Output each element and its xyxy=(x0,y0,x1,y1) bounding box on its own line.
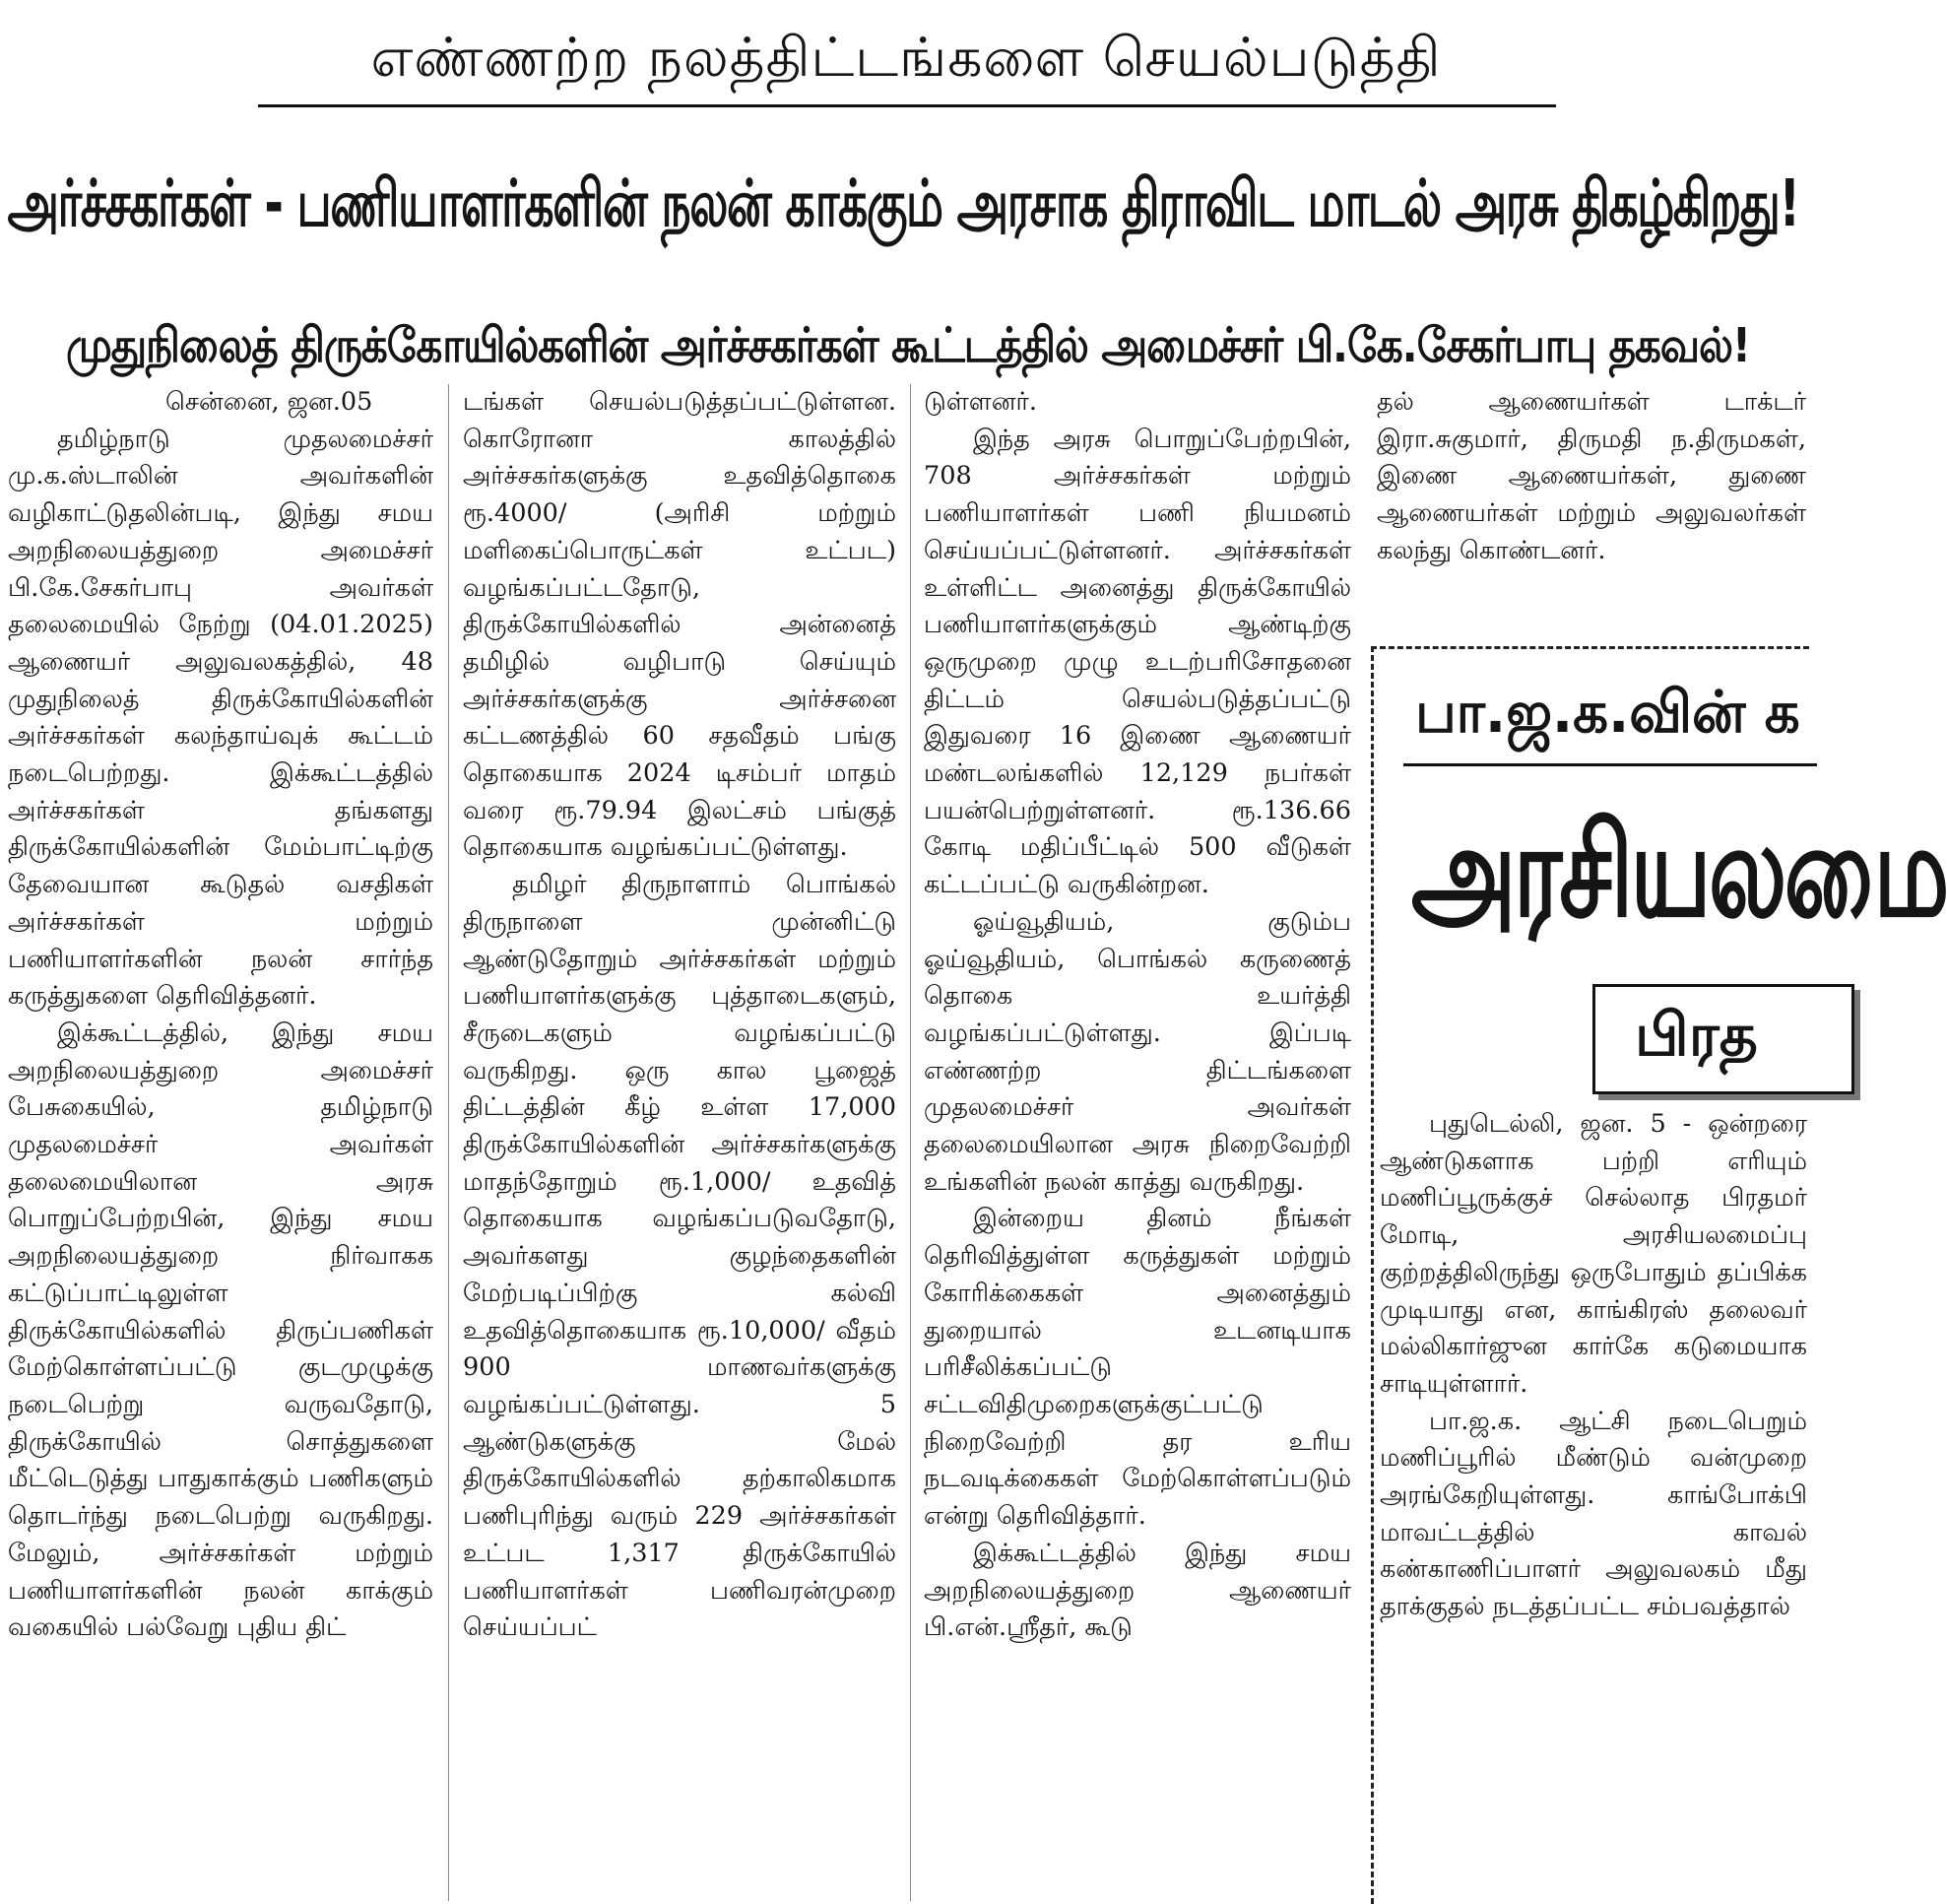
side-story-label-box xyxy=(1592,984,1854,1094)
paragraph: இந்த அரசு பொறுப்பேற்றபின், 708 அர்ச்சகர்கள் மற்றும் பணியாளர்கள் பணி நியமனம் செய்யப்பட்டுள்ளனர். அர்ச்சகர்கள் உள்ளிட்ட அனைத்து திருக்கோயில் பணியாளர்களுக்கும் ஆண்டிற்கு ஒருமுறை முழு உடற்பரிசோதனை திட்டம் செயல்படுத்தப்பட்டு இதுவரை 16 இணை ஆணையர் மண்டலங்களில் 12,129 நபர்கள் பயன்பெற்றுள்ளனர். ரூ.136.66 கோடி மதிப்பீட்டில் 500 வீடுகள் கட்டப்பட்டு வருகின்றன. xyxy=(924,424,1351,900)
paragraph: இக்கூட்டத்தில், இந்து சமய அறநிலையத்துறை அமைச்சர் பேசுகையில், தமிழ்நாடு முதலமைச்சர் அவர்கள் தலைமையிலான அரசு பொறுப்பேற்றபின், இந்து சமய அறநிலையத்துறை நிர்வாகக கட்டுப்பாட்டிலுள்ள திருக்கோயில்களில் திருப்பணிகள் மேற்கொள்ளப்பட்டு குடமுழுக்கு நடைபெற்று வருவதோடு, திருக்கோயில் சொத்துகளை மீட்டெடுத்து பாதுகாக்கும் பணிகளும் தொடர்ந்து நடைபெற்று வருகிறது. மேலும், அர்ச்சகர்கள் மற்றும் பணியாளர்களின் நலன் காக்கும் வகையில் பல்வேறு புதிய திட் xyxy=(8,1018,433,1643)
paragraph: டங்கள் செயல்படுத்தப்பட்டுள்ளன. கொரோனா காலத்தில் அர்ச்சகர்களுக்கு உதவித்தொகை ரூ.4000/ (அரிசி மற்றும் மளிகைப்பொருட்கள் உட்பட) வழங்கப்பட்டதோடு, திருக்கோயில்களில் அன்னைத் தமிழில் வழிபாடு செய்யும் அர்ச்சகர்களுக்கு அர்ச்சனை கட்டணத்தில் 60 சதவீதம் பங்கு தொகையாக 2024 டிசம்பர் மாதம் வரை ரூ.79.94 இலட்சம் பங்குத் தொகையாக வழங்கப்பட்டுள்ளது. xyxy=(463,387,896,863)
paragraph: இக்கூட்டத்தில் இந்து சமய அறநிலையத்துறை ஆணையர் பி.என்.ஸ்ரீதர், கூடு xyxy=(924,1538,1351,1643)
article-column-2 xyxy=(463,384,896,1647)
paragraph: தல் ஆணையர்கள் டாக்டர் இரா.சுகுமார், திருமதி ந.திருமகள், இணை ஆணையர்கள், துணை ஆணையர்கள் மற்றும் அலுவலர்கள் கலந்து கொண்டனர். xyxy=(1377,387,1806,565)
headline-kicker: எண்ணற்ற நலத்திட்டங்களை செயல்படுத்தி xyxy=(370,26,1442,89)
paragraph: புதுடெல்லி, ஜன. 5 - ஒன்றரை ஆண்டுகளாக பற்றி எரியும் மணிப்பூருக்குச் செல்லாத பிரதமர் மோடி, அரசியலமைப்பு குற்றத்திலிருந்து ஒருபோதும் தப்பிக்க முடியாது என, காங்கிரஸ் தலைவர் மல்லிகார்ஜுன கார்கே கடுமையாக சாடியுள்ளார். xyxy=(1380,1109,1807,1399)
side-story-label: பிரத xyxy=(1635,1001,1758,1070)
article-column-4 xyxy=(1377,384,1806,570)
article-column-1 xyxy=(8,384,433,1647)
dateline: சென்னை, ஜன.05 xyxy=(165,387,373,417)
side-story-body xyxy=(1380,1106,1807,1626)
sub-headline: முதுநிலைத் திருக்கோயில்களின் அர்ச்சகர்கள் கூட்டத்தில் அமைச்சர் பி.கே.சேகர்பாபு தகவல்! xyxy=(65,316,1750,372)
paragraph: தமிழர் திருநாளாம் பொங்கல் திருநாளை முன்னிட்டு ஆண்டுதோறும் அர்ச்சகர்கள் மற்றும் பணியாளர்களுக்கு புத்தாடைகளும், சீருடைகளும் வழங்கப்பட்டு வருகிறது. ஒரு கால பூஜைத் திட்டத்தின் கீழ் உள்ள 17,000 திருக்கோயில்களின் அர்ச்சகர்களுக்கு மாதந்தோறும் ரூ.1,000/ உதவித் தொகையாக வழங்கப்படுவதோடு, அவர்களது குழந்தைகளின் மேற்படிப்பிற்கு கல்வி உதவித்தொகையாக ரூ.10,000/ வீதம் 900 மாணவர்களுக்கு வழங்கப்பட்டுள்ளது. 5 ஆண்டுகளுக்கு மேல் திருக்கோயில்களில் தற்காலிகமாக பணிபுரிந்து வரும் 229 அர்ச்சகர்கள் உட்பட 1,317 திருக்கோயில் பணியாளர்கள் பணிவரன்முறை செய்யப்பட் xyxy=(463,870,896,1643)
kicker-divider xyxy=(258,104,1556,107)
column-divider xyxy=(910,384,911,1901)
article-column-3 xyxy=(924,384,1351,1647)
side-story-kicker: பா.ஜ.க.வின் க xyxy=(1415,679,1800,747)
paragraph: தமிழ்நாடு முதலமைச்சர் மு.க.ஸ்டாலின் அவர்களின் வழிகாட்டுதலின்படி, இந்து சமய அறநிலையத்துறை அமைச்சர் பி.கே.சேகர்பாபு அவர்கள் தலைமையில் நேற்று (04.01.2025) ஆணையர் அலுவலகத்தில், 48 முதுநிலைத் திருக்கோயில்களின் அர்ச்சகர்கள் கலந்தாய்வுக் கூட்டம் நடைபெற்றது. இக்கூட்டத்தில் அர்ச்சகர்கள் தங்களது திருக்கோயில்களின் மேம்பாட்டிற்கு தேவையான கூடுதல் வசதிகள் அர்ச்சகர்கள் மற்றும் பணியாளர்களின் நலன் சார்ந்த கருத்துகளை தெரிவித்தனர். xyxy=(8,424,433,1012)
side-story-divider xyxy=(1403,763,1817,766)
paragraph: இன்றைய தினம் நீங்கள் தெரிவித்துள்ள கருத்துகள் மற்றும் கோரிக்கைகள் அனைத்தும் துறையால் உடனடியாக பரிசீலிக்கப்பட்டு சட்டவிதிமுறைகளுக்குட்பட்டு நிறைவேற்றி தர உரிய நடவடிக்கைகள் மேற்கொள்ளப்படும் என்று தெரிவித்தார். xyxy=(924,1204,1351,1532)
side-story-box xyxy=(1371,646,1947,1904)
column-divider xyxy=(448,384,449,1901)
main-headline: அர்ச்சகர்கள் - பணியாளர்களின் நலன் காக்கும் அரசாக திராவிட மாடல் அரசு திகழ்கிறது! xyxy=(7,165,1799,241)
side-story-headline: அரசியலமை xyxy=(1411,797,1947,947)
paragraph: பா.ஜ.க. ஆட்சி நடைபெறும் மணிப்பூரில் மீண்டும் வன்முறை அரங்கேறியுள்ளது. காங்போக்பி மாவட்டத்தில் காவல் கண்காணிப்பாளர் அலுவலகம் மீது தாக்குதல் நடத்தப்பட்ட சம்பவத்தால் xyxy=(1380,1406,1807,1622)
paragraph: ஓய்வூதியம், குடும்ப ஓய்வூதியம், பொங்கல் கருணைத் தொகை உயர்த்தி வழங்கப்பட்டுள்ளது. இப்படி எண்ணற்ற திட்டங்களை முதலமைச்சர் அவர்கள் தலைமையிலான அரசு நிறைவேற்றி உங்களின் நலன் காத்து வருகிறது. xyxy=(924,906,1351,1197)
paragraph: டுள்ளனர். xyxy=(924,387,1037,417)
